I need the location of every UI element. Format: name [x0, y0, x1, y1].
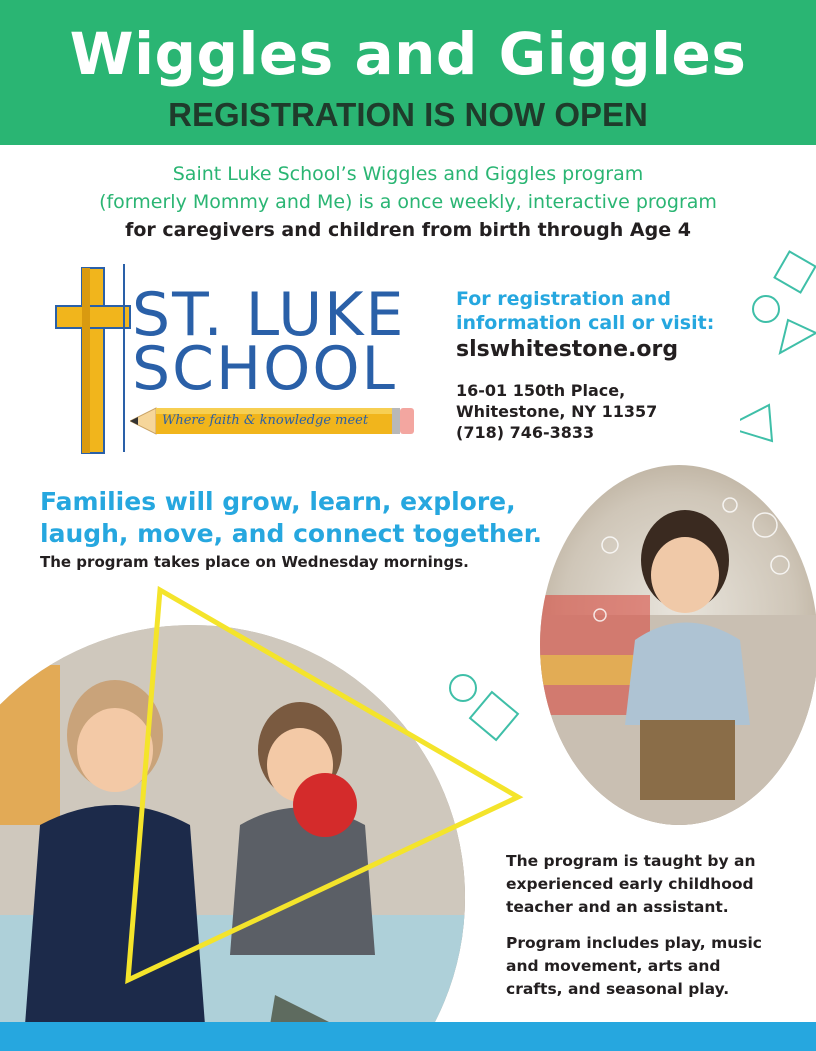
logo-tagline: Where faith & knowledge meet [162, 413, 369, 428]
phone-number[interactable]: (718) 746-3833 [456, 423, 595, 442]
contact-heading-line-2: information call or visit: [456, 312, 715, 334]
address-line-1: 16-01 150th Place, [456, 381, 626, 400]
triangle-outline-icon [780, 320, 816, 353]
logo-st-luke: ST. LUKE [132, 280, 406, 350]
website-link[interactable]: slswhitestone.org [456, 337, 679, 362]
includes-line-2: and movement, arts and [506, 957, 721, 975]
families-block [40, 486, 560, 571]
families-heading-line-2: laugh, move, and connect together. [40, 519, 543, 548]
schedule-text: The program takes place on Wednesday mornings. [40, 553, 469, 571]
contact-heading-line-1: For registration and [456, 288, 671, 310]
teacher-description [506, 850, 786, 919]
triangle-outline-icon [128, 590, 518, 980]
teacher-line-2: experienced early childhood [506, 875, 754, 893]
school-logo [52, 262, 422, 457]
address [456, 380, 756, 443]
decorative-shapes-middle [120, 585, 540, 1005]
includes-line-3: crafts, and seasonal play. [506, 980, 730, 998]
logo-school: SCHOOL [132, 334, 397, 404]
families-heading-line-1: Families will grow, learn, explore, [40, 487, 516, 516]
registration-subtitle: REGISTRATION IS NOW OPEN [168, 96, 648, 133]
square-outline-icon [470, 692, 518, 740]
teacher-line-1: The program is taught by an [506, 852, 756, 870]
intro-text [0, 160, 816, 244]
includes-line-1: Program includes play, music [506, 934, 762, 952]
intro-line-2: (formerly Mommy and Me) is a once weekly, interactive program [99, 191, 717, 213]
cross-icon [52, 262, 132, 457]
intro-line-1: Saint Luke School’s Wiggles and Giggles program [172, 163, 644, 185]
circle-outline-icon [450, 675, 476, 701]
header-banner [0, 0, 816, 145]
square-outline-icon [775, 252, 816, 293]
photo-illustration [540, 465, 816, 825]
address-line-2: Whitestone, NY 11357 [456, 402, 658, 421]
footer-bar [0, 1022, 816, 1051]
program-includes [506, 932, 786, 1001]
teacher-line-3: teacher and an assistant. [506, 898, 729, 916]
intro-line-3: for caregivers and children from birth through Age 4 [125, 219, 691, 241]
page-title: Wiggles and Giggles [69, 20, 747, 88]
circle-outline-icon [753, 296, 779, 322]
toddler-bubbles-photo [540, 465, 816, 825]
contact-block [456, 287, 756, 443]
